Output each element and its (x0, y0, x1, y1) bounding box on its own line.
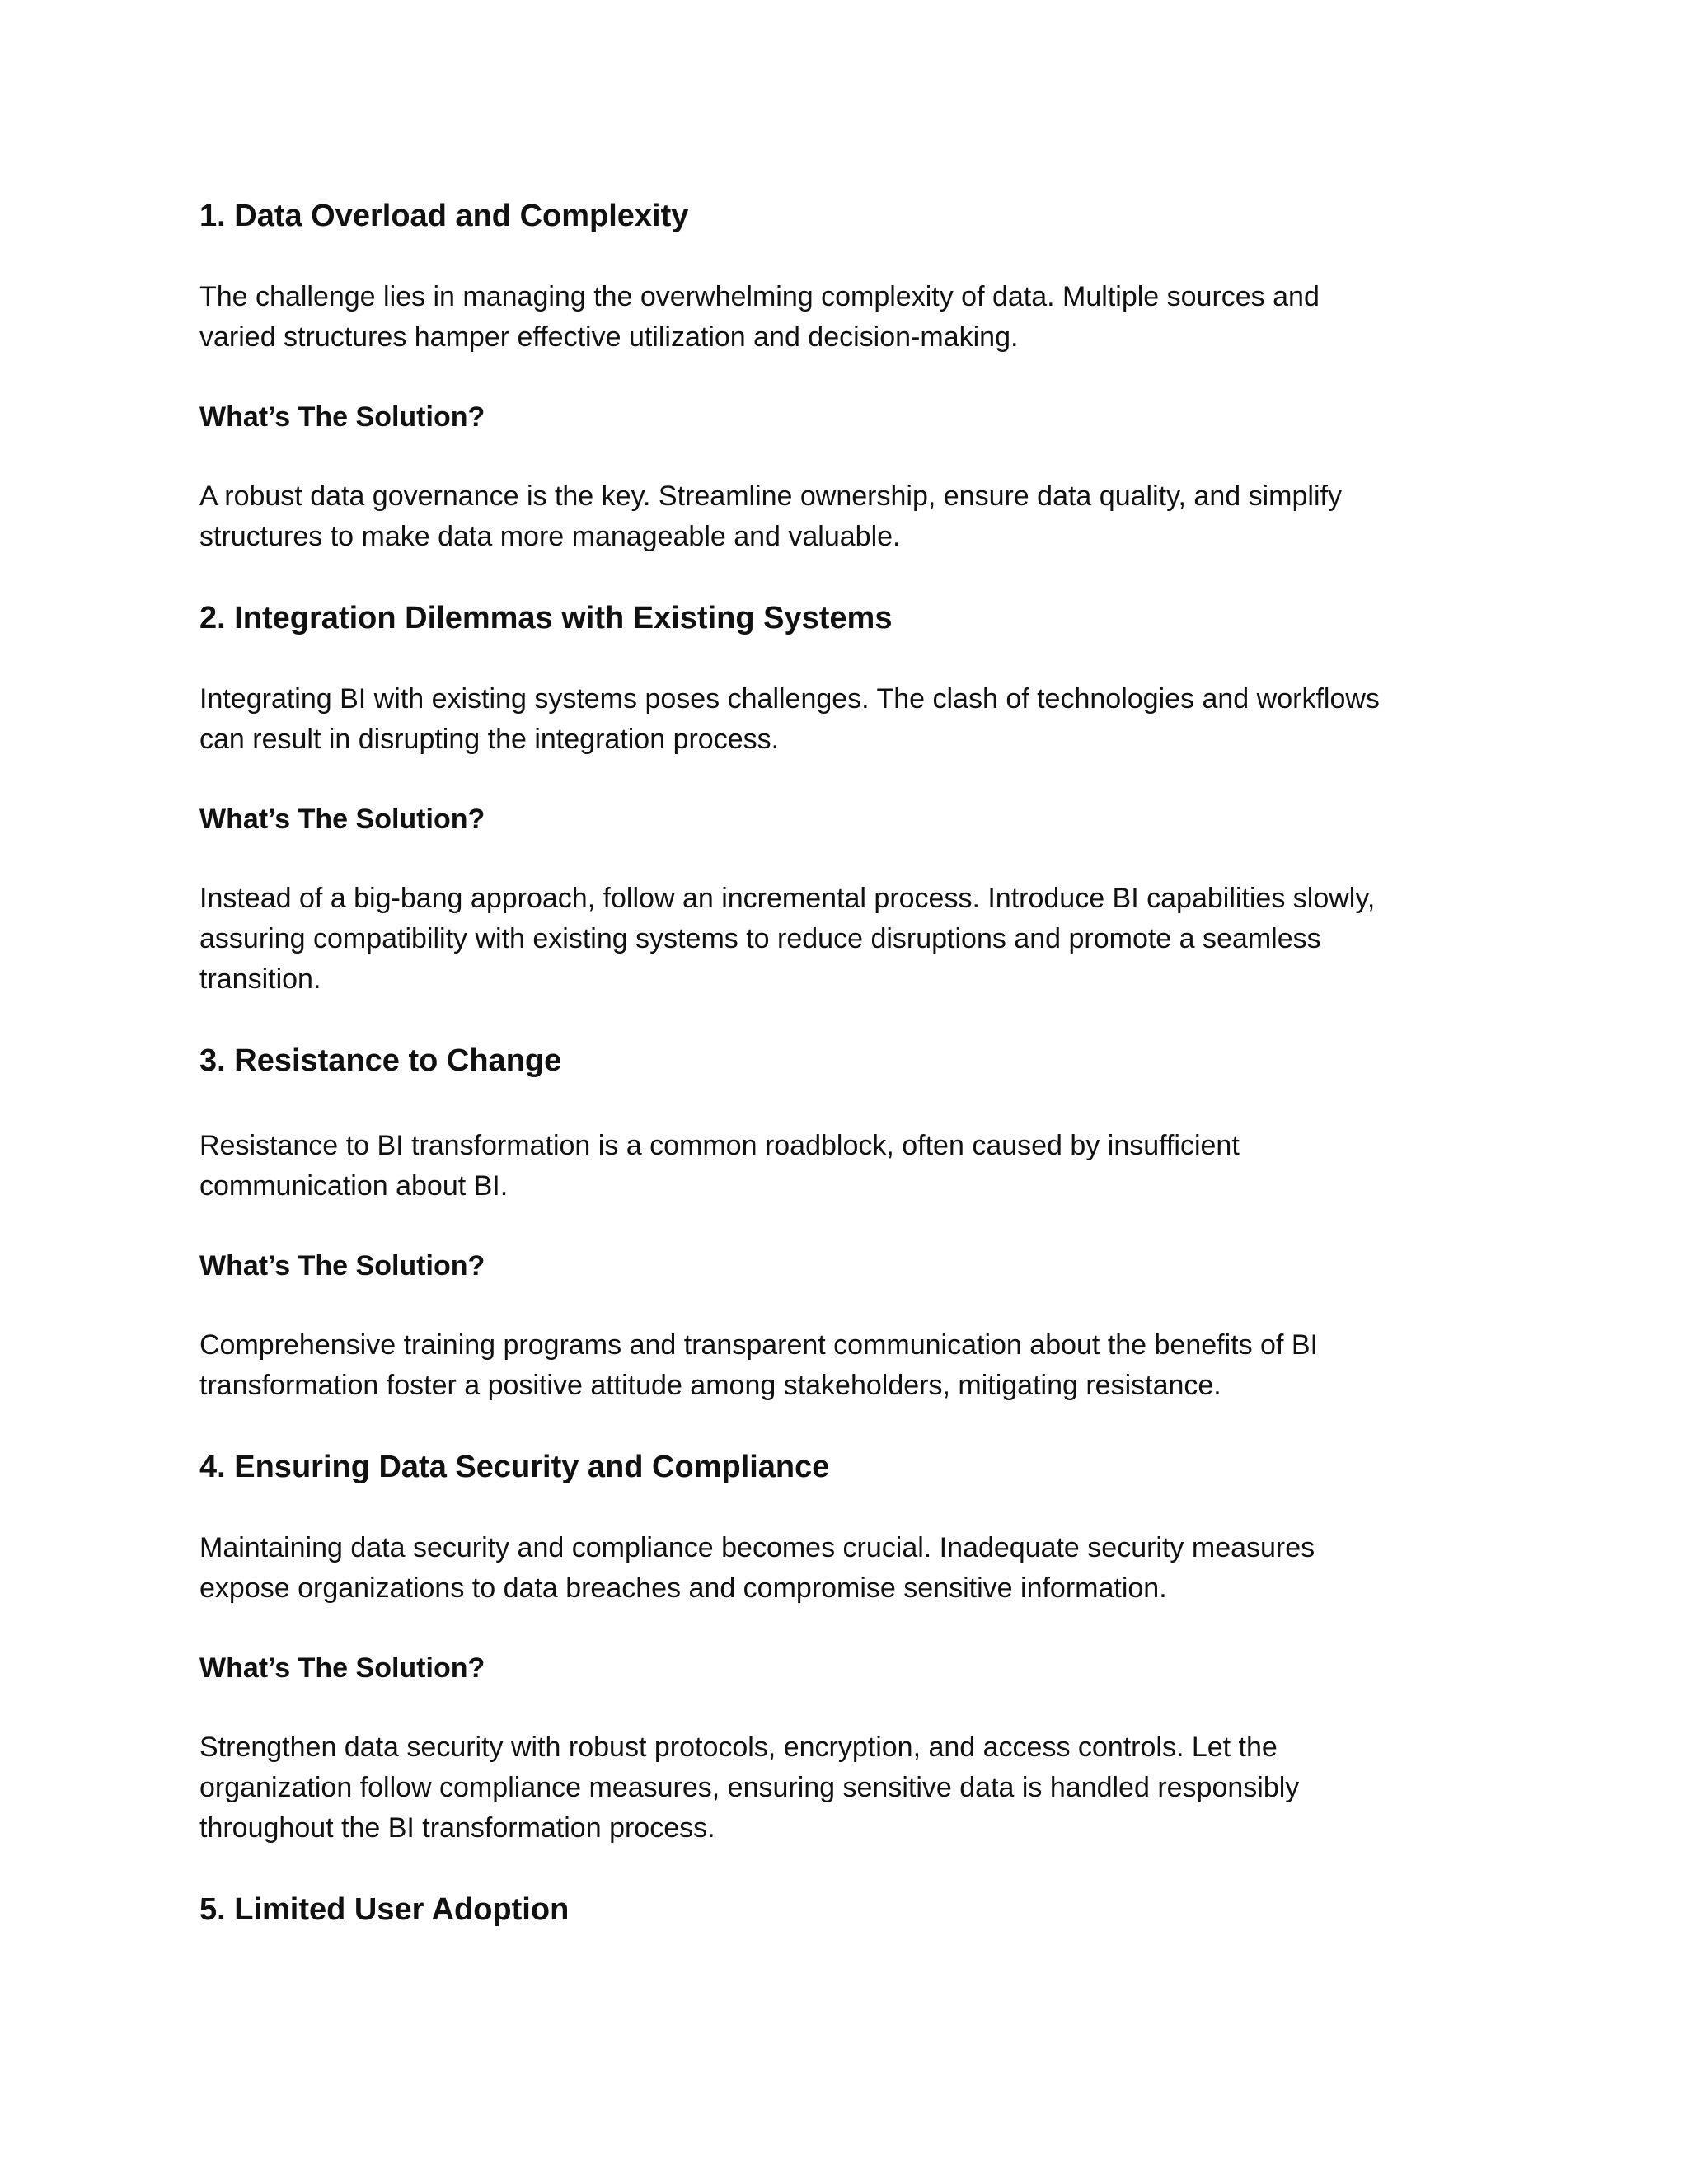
text-line: assuring compatibility with existing systems to reduce disruptions and promote a seamless (199, 923, 1321, 954)
text-line: The challenge lies in managing the overwhelming complexity of data. Multiple sources and (199, 281, 1320, 312)
section-solution-text (199, 1325, 1318, 1406)
text-line: Resistance to BI transformation is a common roadblock, often caused by insufficient (199, 1130, 1240, 1161)
section-heading: 4. Ensuring Data Security and Compliance (199, 1450, 830, 1484)
solution-label: What’s The Solution? (199, 1250, 485, 1282)
text-line: Instead of a big-bang approach, follow an incremental process. Introduce BI capabilities slowly, (199, 883, 1376, 914)
section-problem-text (199, 679, 1380, 760)
section-heading: 2. Integration Dilemmas with Existing Systems (199, 601, 893, 635)
text-line: expose organizations to data breaches and compromise sensitive information. (199, 1572, 1167, 1604)
text-line: Maintaining data security and compliance becomes crucial. Inadequate security measures (199, 1532, 1315, 1563)
solution-label: What’s The Solution? (199, 401, 485, 433)
section-problem-text (199, 1528, 1315, 1609)
solution-label: What’s The Solution? (199, 804, 485, 835)
text-line: transformation foster a positive attitude among stakeholders, mitigating resistance. (199, 1370, 1221, 1401)
section-solution-text (199, 1727, 1299, 1849)
text-line: transition. (199, 963, 321, 995)
text-line: varied structures hamper effective utilization and decision-making. (199, 321, 1019, 353)
text-line: can result in disrupting the integration process. (199, 724, 780, 755)
section-heading: 3. Resistance to Change (199, 1043, 562, 1078)
text-line: structures to make data more manageable and valuable. (199, 521, 901, 552)
text-line: Integrating BI with existing systems poses challenges. The clash of technologies and workflows (199, 683, 1380, 715)
text-line: Strengthen data security with robust protocols, encryption, and access controls. Let the (199, 1732, 1278, 1763)
text-line: communication about BI. (199, 1170, 509, 1202)
text-line: Comprehensive training programs and transparent communication about the benefits of BI (199, 1329, 1318, 1361)
solution-label: What’s The Solution? (199, 1652, 485, 1684)
text-line: throughout the BI transformation process. (199, 1812, 715, 1844)
section-problem-text (199, 1126, 1240, 1207)
section-heading: 5. Limited User Adoption (199, 1892, 570, 1927)
section-solution-text (199, 476, 1342, 557)
section-heading: 1. Data Overload and Complexity (199, 199, 689, 233)
text-line: organization follow compliance measures, ensuring sensitive data is handled responsibly (199, 1772, 1300, 1803)
section-solution-text (199, 879, 1375, 1000)
section-problem-text (199, 277, 1320, 358)
text-line: A robust data governance is the key. Streamline ownership, ensure data quality, and simplify (199, 480, 1342, 512)
